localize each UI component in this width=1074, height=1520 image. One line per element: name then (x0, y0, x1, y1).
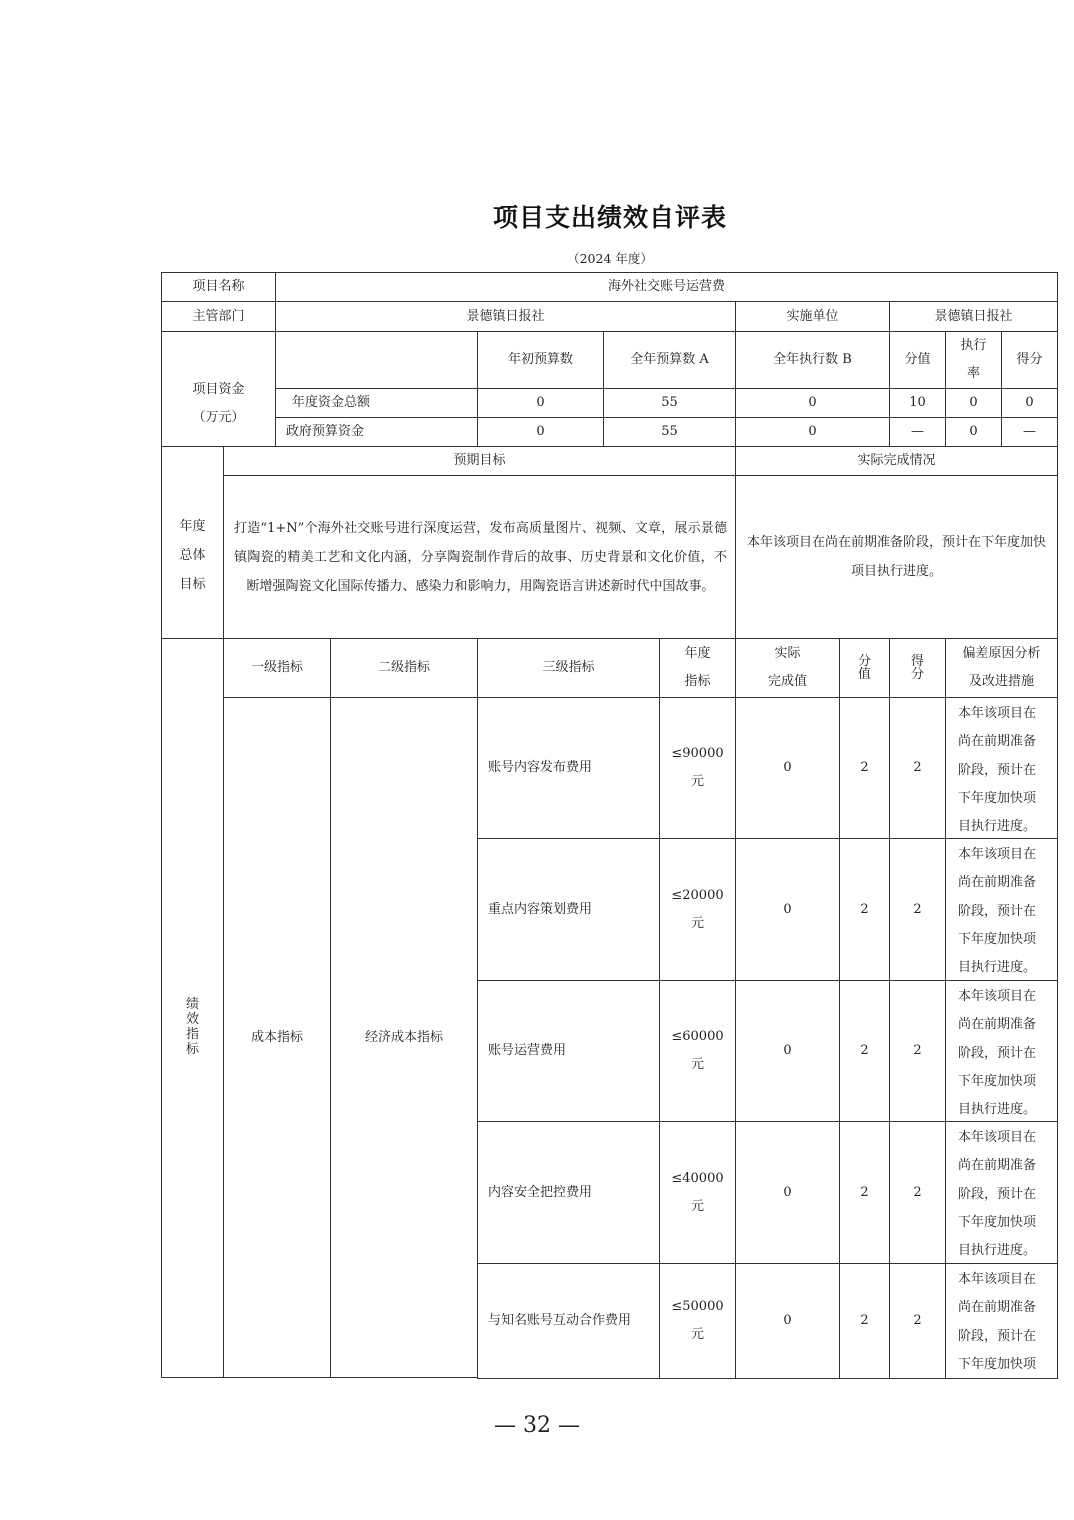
indicator-score: 2 (889, 1121, 946, 1264)
indicator-name: 账号内容发布费用 (477, 697, 660, 839)
funding-cell-initial: 0 (477, 417, 604, 447)
funding-label-line2: （万元） (192, 410, 245, 425)
indicator-target-line: 元 (690, 1057, 704, 1072)
header-score-value (839, 638, 890, 698)
dept-label: 主管部门 (161, 301, 276, 332)
indicator-note-line: 下年度加快项 (958, 790, 1037, 806)
header-score (889, 638, 946, 698)
indicator-target-line: 元 (690, 774, 704, 789)
funding-col-annual-a: 全年预算数 A (603, 331, 736, 389)
header-line: 及改进措施 (968, 674, 1034, 689)
exec-rate-line2: 率 (966, 366, 980, 381)
indicator-note-line: 下年度加快项 (958, 931, 1037, 947)
indicator-score-value: 2 (839, 980, 890, 1122)
funding-col-exec-rate (945, 331, 1002, 389)
indicator-score: 2 (889, 1263, 946, 1379)
indicator-name: 与知名账号互动合作费用 (477, 1263, 660, 1379)
header-line: 得 (910, 654, 924, 669)
indicator-target-line: 元 (690, 1327, 704, 1342)
indicator-actual: 0 (735, 838, 840, 981)
dept-value: 景德镇日报社 (275, 301, 736, 332)
funding-col-score-value: 分值 (889, 331, 946, 389)
header-level2: 二级指标 (330, 638, 478, 698)
indicator-target (659, 980, 736, 1122)
indicator-note-line: 目执行进度。 (958, 1102, 1037, 1118)
indicator-note-line: 尚在前期准备 (958, 1158, 1037, 1174)
header-deviation (945, 638, 1058, 698)
funding-col-score: 得分 (1001, 331, 1058, 389)
indicator-note-line: 下年度加快项 (958, 1214, 1037, 1230)
header-line: 完成值 (767, 674, 807, 689)
indicator-score-value: 2 (839, 1263, 890, 1379)
indicator-score-value: 2 (839, 697, 890, 839)
funding-cell-exec-rate: 0 (945, 417, 1002, 447)
header-level3: 三级指标 (477, 638, 660, 698)
indicator-target (659, 1263, 736, 1379)
funding-cell-exec-rate: 0 (945, 388, 1002, 418)
indicator-target-line: ≤60000 (671, 1029, 724, 1044)
indicator-note-line: 尚在前期准备 (958, 875, 1037, 891)
funding-cell-score-value: 10 (889, 388, 946, 418)
indicator-target-line: ≤20000 (671, 887, 724, 903)
funding-row-label: 政府预算资金 (275, 417, 478, 447)
page-number: — 32 — (494, 1413, 580, 1438)
actual-result-header: 实际完成情况 (735, 446, 1058, 476)
impl-unit-label: 实施单位 (735, 301, 890, 332)
indicator-target-line: ≤90000 (671, 746, 724, 761)
indicator-actual: 0 (735, 697, 840, 839)
indicators-label-char: 绩 (185, 997, 199, 1012)
indicator-note-line: 阶段，预计在 (958, 762, 1037, 778)
indicator-name: 内容安全把控费用 (477, 1121, 660, 1264)
indicator-note (945, 1263, 1058, 1379)
indicator-score: 2 (889, 697, 946, 839)
funding-cell-exec-b: 0 (735, 388, 890, 418)
funding-col-initial: 年初预算数 (477, 331, 604, 389)
header-line: 值 (857, 667, 871, 682)
goals-label-line: 总体 (179, 548, 206, 563)
funding-header-blank (275, 331, 478, 389)
funding-cell-annual-a: 55 (603, 417, 736, 447)
indicator-note-line: 本年该项目在 (958, 847, 1037, 862)
header-annual-target (659, 638, 736, 698)
indicator-score-value: 2 (839, 1121, 890, 1264)
actual-result-text: 本年该项目在尚在前期准备阶段，预计在下年度加快项目执行进度。 (735, 475, 1058, 639)
indicator-note-line: 尚在前期准备 (958, 1017, 1037, 1033)
indicator-note-line: 目执行进度。 (958, 960, 1037, 976)
indicator-note-line: 下年度加快项 (958, 1356, 1037, 1372)
indicator-target (659, 1121, 736, 1264)
indicator-note (945, 1121, 1058, 1264)
indicator-note (945, 697, 1058, 839)
header-line: 指标 (684, 674, 711, 689)
indicator-target (659, 838, 736, 981)
document-year: （2024 年度） (567, 251, 653, 266)
funding-label (161, 331, 276, 447)
indicator-note-line: 尚在前期准备 (958, 734, 1037, 750)
funding-cell-annual-a: 55 (603, 388, 736, 418)
funding-cell-exec-b: 0 (735, 417, 890, 447)
indicators-label-char: 效 (185, 1012, 199, 1027)
document-title: 项目支出绩效自评表 (492, 203, 727, 232)
indicator-actual: 0 (735, 1263, 840, 1379)
indicator-note-line: 阶段，预计在 (958, 903, 1037, 919)
indicator-note-line: 尚在前期准备 (958, 1300, 1037, 1316)
funding-cell-score-value: — (889, 417, 946, 447)
indicator-score-value: 2 (839, 838, 890, 981)
indicator-note-line: 目执行进度。 (958, 1243, 1037, 1259)
goals-label-line: 目标 (179, 577, 206, 592)
header-line: 偏差原因分析 (962, 646, 1041, 661)
goals-label (161, 446, 224, 639)
indicator-actual: 0 (735, 1121, 840, 1264)
funding-row-label: 年度资金总额 (275, 388, 478, 418)
funding-col-exec-b: 全年执行数 B (735, 331, 890, 389)
indicator-score: 2 (889, 980, 946, 1122)
project-name-label: 项目名称 (161, 272, 276, 302)
indicators-label-char: 指 (185, 1027, 199, 1042)
indicator-name: 重点内容策划费用 (477, 838, 660, 981)
header-line: 实际 (774, 646, 801, 661)
header-actual (735, 638, 840, 698)
header-line: 年度 (684, 646, 711, 661)
indicator-name: 账号运营费用 (477, 980, 660, 1122)
indicator-target (659, 697, 736, 839)
level2-value: 经济成本指标 (330, 697, 478, 1378)
indicator-actual: 0 (735, 980, 840, 1122)
expected-goal-header: 预期目标 (223, 446, 736, 476)
level1-value: 成本指标 (223, 697, 331, 1378)
indicator-note-line: 本年该项目在 (958, 989, 1037, 1004)
exec-rate-line1: 执行 (960, 338, 987, 353)
header-line: 分 (910, 667, 924, 682)
indicator-note (945, 838, 1058, 981)
indicator-target-line: 元 (690, 1198, 704, 1214)
goals-label-line: 年度 (179, 519, 206, 534)
indicator-note-line: 本年该项目在 (958, 706, 1037, 721)
indicator-note-line: 本年该项目在 (958, 1130, 1037, 1145)
indicator-score: 2 (889, 838, 946, 981)
header-line: 分 (857, 654, 871, 669)
indicator-target-line: 元 (690, 915, 704, 931)
indicators-section-label (161, 638, 224, 1378)
project-name-value: 海外社交账号运营费 (275, 272, 1058, 302)
indicator-target-line: ≤50000 (671, 1299, 724, 1314)
indicator-note-line: 下年度加快项 (958, 1073, 1037, 1089)
indicator-note-line: 阶段，预计在 (958, 1045, 1037, 1061)
indicator-target-line: ≤40000 (671, 1170, 724, 1186)
indicator-note-line: 阶段，预计在 (958, 1186, 1037, 1202)
indicator-note (945, 980, 1058, 1122)
header-level1: 一级指标 (223, 638, 331, 698)
impl-unit-value: 景德镇日报社 (889, 301, 1058, 332)
indicators-label-char: 标 (185, 1042, 199, 1057)
indicator-note-line: 本年该项目在 (958, 1272, 1037, 1287)
expected-goal-text: 打造“1+N”个海外社交账号进行深度运营，发布高质量图片、视频、文章，展示景德镇陶瓷的精美工艺和文化内涵，分享陶瓷制作背后的故事、历史背景和文化价值，不断增强陶瓷文化国际传播力、感染力和影响力，用陶瓷语言讲述新时代中国故事。 (223, 475, 736, 639)
funding-cell-initial: 0 (477, 388, 604, 418)
indicator-note-line: 阶段，预计在 (958, 1328, 1037, 1344)
indicator-note-line: 目执行进度。 (958, 819, 1037, 835)
funding-cell-score: — (1001, 417, 1058, 447)
funding-cell-score: 0 (1001, 388, 1058, 418)
funding-label-line1: 项目资金 (192, 382, 245, 397)
